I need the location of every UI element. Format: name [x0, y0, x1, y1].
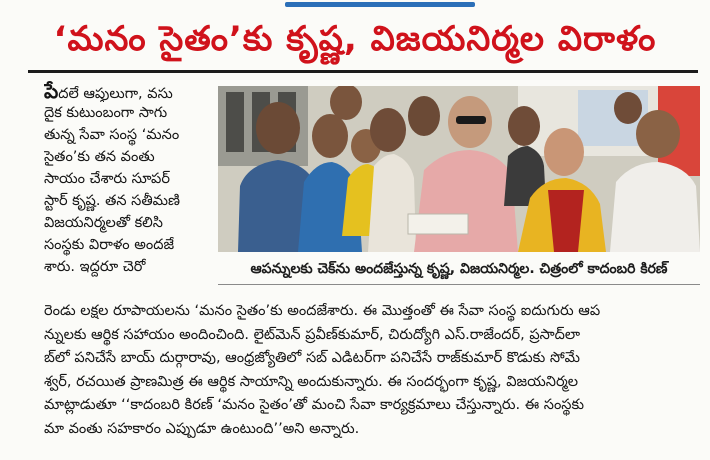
caption-rule	[218, 284, 700, 285]
column-line: సంస్థకు విరాళం అందజే	[44, 237, 175, 253]
headline: ‘మనం సైతం’కు కృష్ణ, విజయనిర్మల విరాళం	[53, 19, 657, 59]
top-accent-bar	[285, 2, 475, 7]
column-line: స్టార్ కృష్ణ. తన సతీమణి	[44, 193, 180, 209]
article-body	[44, 300, 704, 441]
body-line: శ్వర్, రచయిత ప్రాణమిత్ర ఈ ఆర్థిక సాయాన్ని అందుకున్నారు. ఈ సందర్భంగా కృష్ణ, విజయనిర్మల	[44, 373, 579, 390]
headline-rule	[28, 70, 698, 73]
drop-cap: పే	[44, 80, 59, 102]
body-line: మాట్లాడుతూ ‘‘కాదంబరి కిరణ్ ‘మనం సైతం’తో మంచి సేవా కార్యక్రమాలు చేస్తున్నారు. ఈ సంస్థకు	[44, 397, 585, 413]
column-line: తున్న సేవా సంస్థ ‘మనం	[44, 127, 180, 143]
column-line: పేదలే ఆప్తులుగా, వసు	[44, 80, 173, 102]
photo-caption: ఆపన్నులకు చెక్‌ను అందజేస్తున్న కృష్ణ, విజయనిర్మల. చిత్రంలో కాదంబరి కిరణ్	[250, 261, 668, 277]
body-line: న్నులకు ఆర్థిక సహాయం అందించింది. లైట్‌మెన్ ప్రవీణ్‌కుమార్, చిరుద్యోగి ఎస్.రాజేందర్, ప్రసాద్‌లా	[44, 326, 580, 343]
body-line: రెండు లక్షల రూపాయలను ‘మనం సైతం’కు అందజేశారు. ఈ మొత్తంతో ఈ సేవా సంస్థ ఐదుగురు ఆప	[44, 303, 601, 319]
column-line: విజయనిర్మలతో కలిసి	[44, 215, 163, 231]
body-line: బ్‌లో పనిచేసే బాయ్ దుర్గారావు, ఆంధ్రజ్యోతిలో సబ్ ఎడిటర్‌గా పనిచేసే రాజ్‌కుమార్ కొడుకు సోమే	[44, 350, 580, 366]
column-line: సైతం’కు తన వంతు	[44, 149, 155, 165]
column-line: దైక కుటుంబంగా సాగు	[44, 105, 168, 121]
column-line: సాయం చేశారు సూపర్	[44, 171, 170, 187]
event-photo-illustration	[218, 86, 700, 252]
event-photo	[218, 86, 700, 252]
column-line: శారు. ఇద్దరూ చెరో	[44, 259, 146, 275]
body-line: మా వంతు సహకారం ఎప్పుడూ ఉంటుంది’’అని అన్నారు.	[44, 420, 360, 437]
article-column	[44, 80, 212, 278]
